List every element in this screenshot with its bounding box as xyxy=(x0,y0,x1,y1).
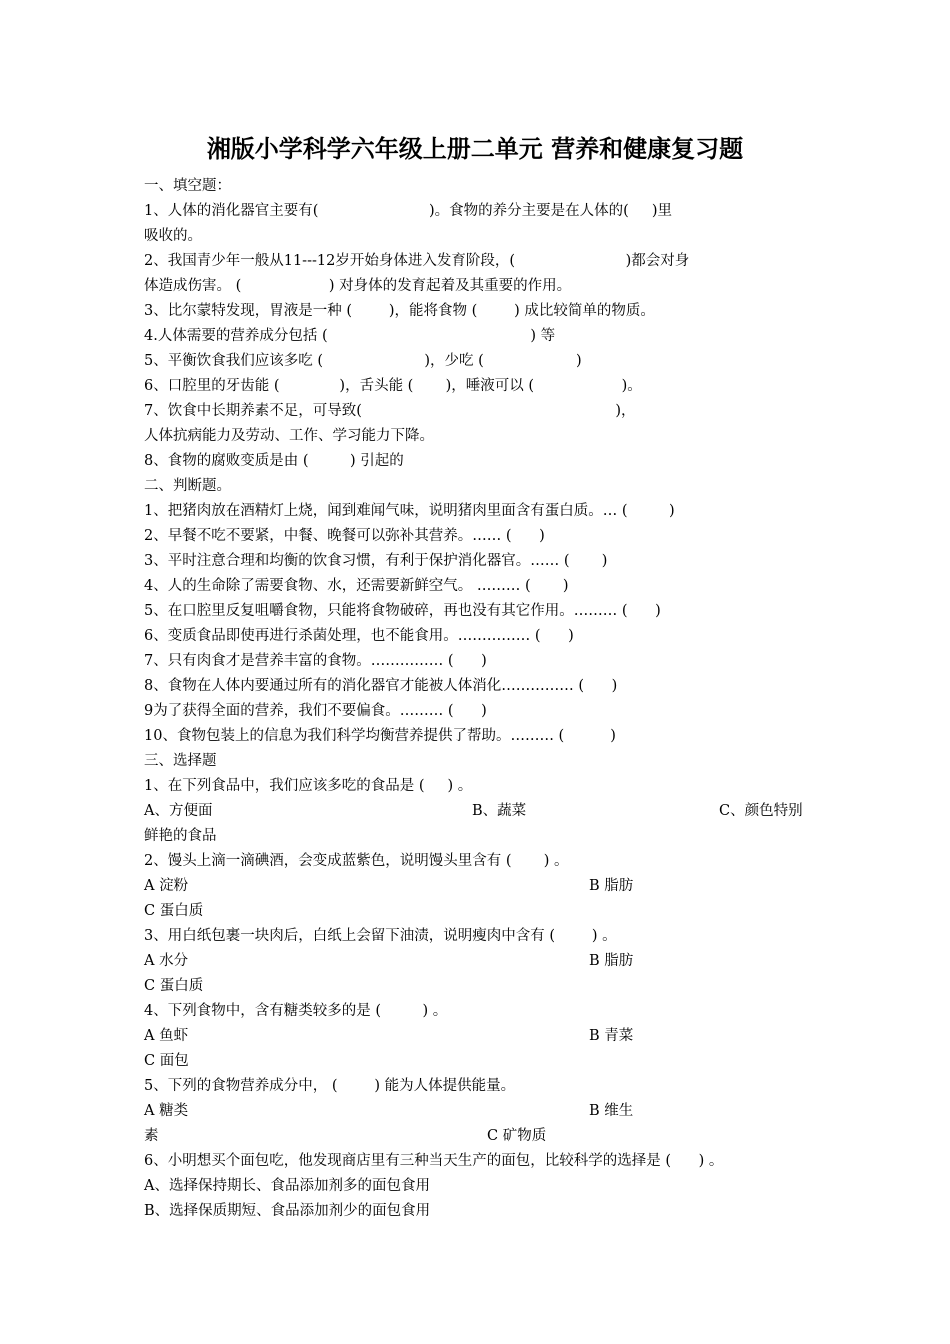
choice-5-option-a: A 糖类 xyxy=(144,1103,189,1119)
choice-question-4-stem: 4、下列食物中，含有糖类较多的是 ( ) 。 xyxy=(144,1003,448,1019)
judge-item-9: 9为了获得全面的营养，我们不要偏食。……… ( ) xyxy=(144,703,487,719)
choice-1-option-a: A、方便面 xyxy=(144,803,213,819)
fill-question-5: 5、平衡饮食我们应该多吃 ( )，少吃 ( ) xyxy=(144,353,582,369)
section-heading-fill-blank: 一、填空题： xyxy=(144,178,231,194)
choice-1-option-c: C、颜色特别 xyxy=(719,803,803,819)
choice-3-option-c: C 蛋白质 xyxy=(144,978,204,994)
fill-question-1-line-1: 1、人体的消化器官主要有( )。食物的养分主要是在人体的( )里 xyxy=(144,203,673,219)
judge-item-10: 10、食物包装上的信息为我们科学均衡营养提供了帮助。……… ( ) xyxy=(144,728,616,744)
choice-3-option-b: B 脂肪 xyxy=(589,953,634,969)
fill-question-3: 3、比尔蒙特发现，胃液是一种 ( )，能将食物 ( ) 成比较简单的物质。 xyxy=(144,303,655,319)
choice-5-option-b-continued: 素 xyxy=(144,1128,159,1144)
fill-question-6: 6、口腔里的牙齿能 ( )，舌头能 ( )，唾液可以 ( )。 xyxy=(144,378,642,394)
fill-question-7-line-1: 7、饮食中长期养素不足，可导致( )， xyxy=(144,403,636,419)
document-body xyxy=(144,174,812,1224)
choice-question-4-options xyxy=(144,1024,812,1049)
choice-2-option-c: C 蛋白质 xyxy=(144,903,204,919)
section-heading-true-false: 二、判断题。 xyxy=(144,478,231,494)
choice-question-1-options xyxy=(144,799,812,824)
choice-4-option-b: B 青菜 xyxy=(589,1028,634,1044)
fill-question-1-line-2: 吸收的。 xyxy=(144,228,202,244)
section-heading-multiple-choice: 三、选择题 xyxy=(144,753,217,769)
judge-item-3: 3、平时注意合理和均衡的饮食习惯，有利于保护消化器官。…… ( ) xyxy=(144,553,608,569)
fill-question-2-line-1: 2、我国青少年一般从11---12岁开始身体进入发育阶段，( )都会对身 xyxy=(144,253,690,269)
choice-question-3-stem: 3、用白纸包裹一块肉后，白纸上会留下油渍，说明瘦肉中含有 ( ) 。 xyxy=(144,928,617,944)
fill-question-2-line-2: 体造成伤害。 ( ) 对身体的发育起着及其重要的作用。 xyxy=(144,278,572,294)
choice-question-1-stem: 1、在下列食品中，我们应该多吃的食品是 ( ) 。 xyxy=(144,778,473,794)
choice-2-option-b: B 脂肪 xyxy=(589,878,634,894)
choice-5-option-b: B 维生 xyxy=(589,1103,634,1119)
judge-item-8: 8、食物在人体内要通过所有的消化器官才能被人体消化…………… ( ) xyxy=(144,678,618,694)
judge-item-2: 2、早餐不吃不要紧，中餐、晚餐可以弥补其营养。…… ( ) xyxy=(144,528,545,544)
judge-item-5: 5、在口腔里反复咀嚼食物，只能将食物破碎，再也没有其它作用。……… ( ) xyxy=(144,603,661,619)
judge-item-4: 4、人的生命除了需要食物、水，还需要新鲜空气。 ……… ( ) xyxy=(144,578,569,594)
choice-question-6-stem: 6、小明想买个面包吃，他发现商店里有三种当天生产的面包，比较科学的选择是 ( ) 。 xyxy=(144,1153,724,1169)
page-title: 湘版小学科学六年级上册二单元 营养和健康复习题 xyxy=(206,135,744,163)
judge-item-7: 7、只有肉食才是营养丰富的食物。…………… ( ) xyxy=(144,653,487,669)
choice-question-2-options xyxy=(144,874,812,899)
judge-item-6: 6、变质食品即使再进行杀菌处理，也不能食用。…………… ( ) xyxy=(144,628,574,644)
fill-question-4: 4.人体需要的营养成分包括 ( ) 等 xyxy=(144,328,556,344)
choice-3-option-a: A 水分 xyxy=(144,953,189,969)
fill-question-8: 8、食物的腐败变质是由 ( ) 引起的 xyxy=(144,453,404,469)
choice-1-option-b: B、蔬菜 xyxy=(472,803,527,819)
choice-2-option-a: A 淀粉 xyxy=(144,878,189,894)
choice-6-option-b: B、选择保质期短、食品添加剂少的面包食用 xyxy=(144,1203,431,1219)
choice-question-3-options xyxy=(144,949,812,974)
choice-question-5-options xyxy=(144,1099,812,1124)
choice-question-5-stem: 5、下列的食物营养成分中， ( ) 能为人体提供能量。 xyxy=(144,1078,516,1094)
choice-6-option-a: A、选择保持期长、食品添加剂多的面包食用 xyxy=(144,1178,430,1194)
judge-item-1: 1、把猪肉放在酒精灯上烧，闻到难闻气味，说明猪肉里面含有蛋白质。… ( ) xyxy=(144,503,675,519)
choice-1-option-c-continued: 鲜艳的食品 xyxy=(144,828,217,844)
choice-4-option-c: C 面包 xyxy=(144,1053,189,1069)
choice-4-option-a: A 鱼虾 xyxy=(144,1028,189,1044)
choice-5-option-c: C 矿物质 xyxy=(487,1128,547,1144)
choice-question-2-stem: 2、馒头上滴一滴碘酒，会变成蓝紫色，说明馒头里含有 ( ) 。 xyxy=(144,853,569,869)
choice-question-5-options-continued xyxy=(144,1124,812,1149)
fill-question-7-line-2: 人体抗病能力及劳动、工作、学习能力下降。 xyxy=(144,428,434,444)
